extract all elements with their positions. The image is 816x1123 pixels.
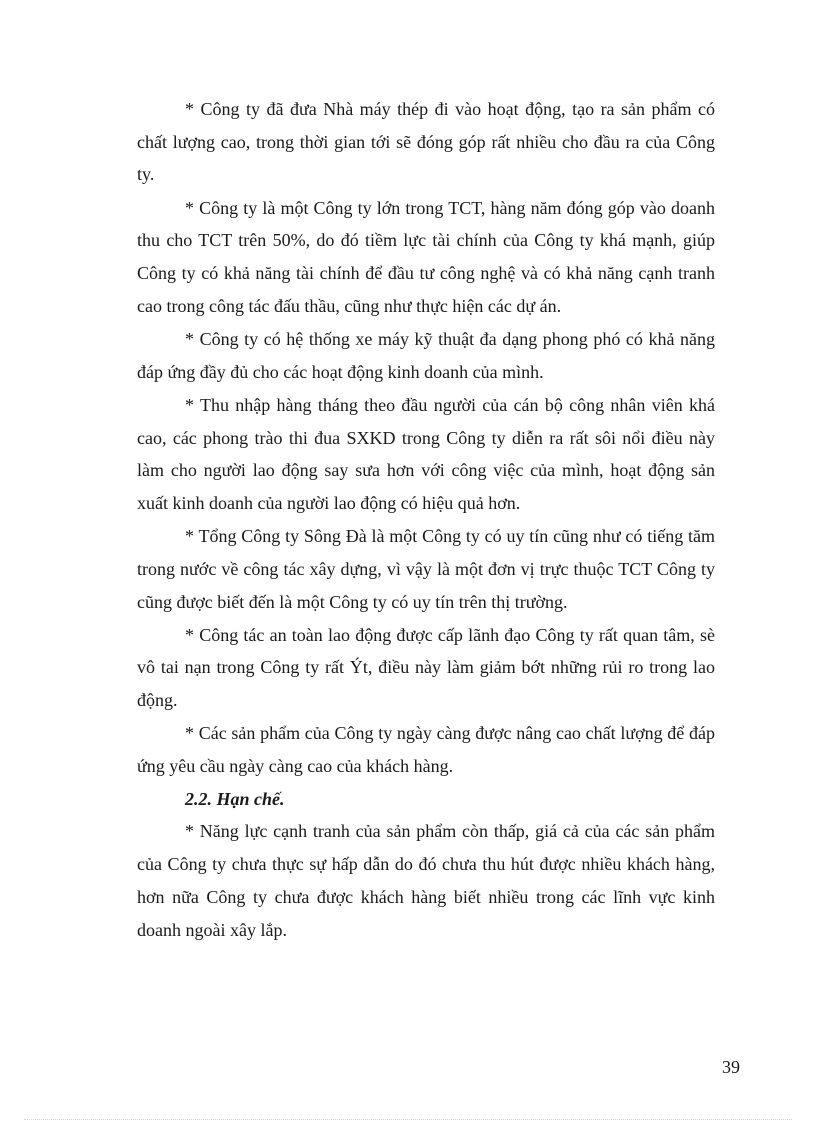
paragraph-labor-safety: * Công tác an toàn lao động được cấp lãnh đạo Công ty rất quan tâm, sè vô tai nạn trong Công ty rất Ýt, điều này làm giảm bớt những rủi ro trong lao động. <box>137 624 715 711</box>
paragraph-monthly-income: * Thu nhập hàng tháng theo đầu người của cán bộ công nhân viên khá cao, các phong trào thi đua SXKD trong Công ty diễn ra rất sôi nổi điều này làm cho người lao động say sưa hơn với công việc của mình, hoạt động sản xuất kinh doanh của người lao động có hiệu quả hơn. <box>137 394 715 513</box>
paragraph-machinery-system: * Công ty có hệ thống xe máy kỹ thuật đa dạng phong phó có khả năng đáp ứng đầy đủ cho các hoạt động kinh doanh của mình. <box>137 328 715 382</box>
paragraph-large-company: * Công ty là một Công ty lớn trong TCT, hàng năm đóng góp vào doanh thu cho TCT trên 50%, do đó tiềm lực tài chính của Công ty khá mạnh, giúp Công ty có khả năng tài chính để đầu tư công nghệ và có khả năng cạnh tranh cao trong công tác đấu thầu, cũng như thực hiện các dự án. <box>137 197 715 316</box>
page-number: 39 <box>722 1057 740 1077</box>
paragraph-steel-plant: * Công ty đã đưa Nhà máy thép đi vào hoạt động, tạo ra sản phẩm có chất lượng cao, trong thời gian tới sẽ đóng góp rất nhiều cho đầu ra của Công ty. <box>137 99 715 185</box>
paragraph-song-da-reputation: * Tổng Công ty Sông Đà là một Công ty có uy tín cũng như có tiếng tăm trong nước về công tác xây dựng, vì vậy là một đơn vị trực thuộc TCT Công ty cũng được biết đến là một Công ty có uy tín trên thị trường. <box>137 526 715 612</box>
document-page <box>137 93 715 946</box>
paragraph-competitiveness: * Năng lực cạnh tranh của sản phẩm còn thấp, giá cả của các sản phẩm của Công ty chưa thực sự hấp dẫn do đó chưa thu hút được nhiều khách hàng, hơn nữa Công ty chưa được khách hàng biết nhiều trong các lĩnh vực kinh doanh ngoài xây lắp. <box>137 821 715 940</box>
paragraph-product-quality: * Các sản phẩm của Công ty ngày càng được nâng cao chất lượng để đáp ứng yêu cầu ngày càng cao của khách hàng. <box>137 723 715 777</box>
page-bottom-divider <box>24 1119 792 1120</box>
section-heading-limitations: 2.2. Hạn chế. <box>185 788 285 809</box>
